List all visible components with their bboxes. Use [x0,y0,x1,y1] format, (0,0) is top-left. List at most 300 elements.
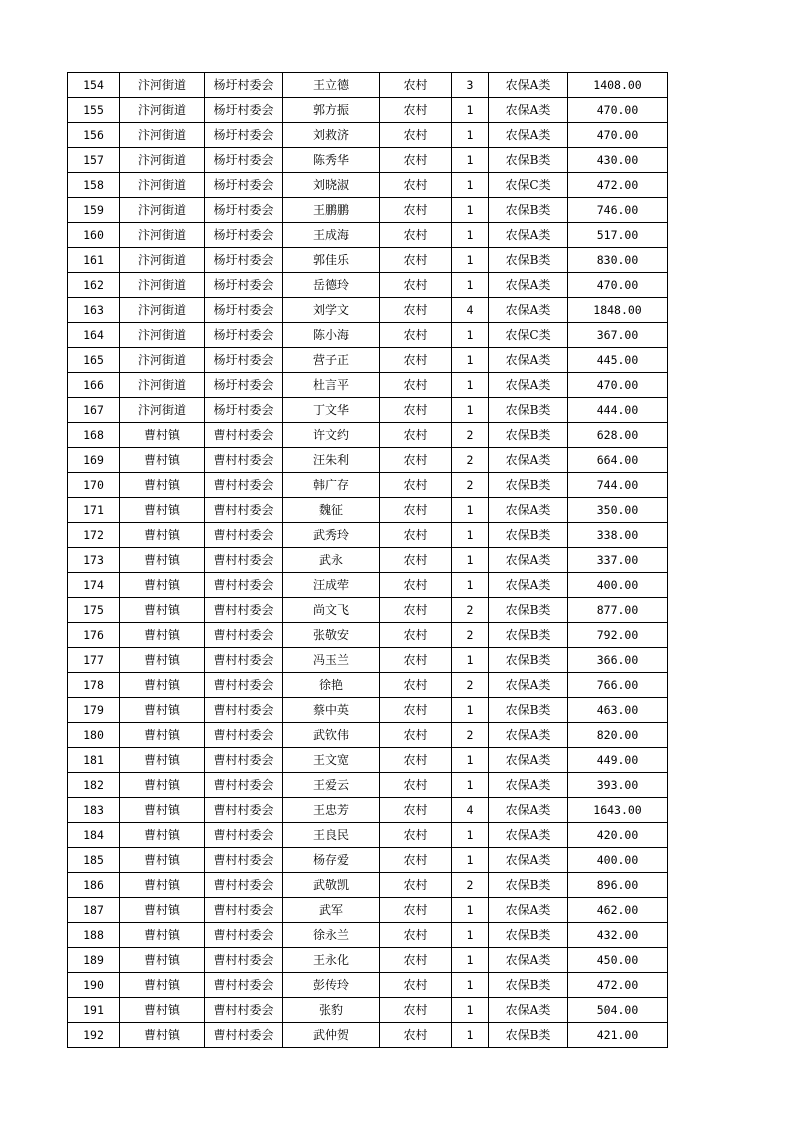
row-index: 176 [68,623,120,648]
count-cell: 2 [452,723,489,748]
count-cell: 1 [452,498,489,523]
name-cell: 尚文飞 [283,598,380,623]
street-cell: 曹村镇 [120,748,205,773]
amount-cell: 462.00 [568,898,668,923]
name-cell: 岳德玲 [283,273,380,298]
type-cell: 农村 [380,798,452,823]
amount-cell: 350.00 [568,498,668,523]
category-cell: 农保B类 [489,523,568,548]
type-cell: 农村 [380,298,452,323]
type-cell: 农村 [380,473,452,498]
street-cell: 汴河街道 [120,123,205,148]
category-cell: 农保A类 [489,823,568,848]
category-cell: 农保A类 [489,898,568,923]
count-cell: 2 [452,473,489,498]
name-cell: 杜言平 [283,373,380,398]
name-cell: 营子正 [283,348,380,373]
amount-cell: 766.00 [568,673,668,698]
count-cell: 2 [452,598,489,623]
category-cell: 农保A类 [489,723,568,748]
table-row [68,723,668,748]
category-cell: 农保B类 [489,873,568,898]
name-cell: 刘学文 [283,298,380,323]
amount-cell: 430.00 [568,148,668,173]
street-cell: 汴河街道 [120,248,205,273]
street-cell: 曹村镇 [120,648,205,673]
row-index: 164 [68,323,120,348]
amount-cell: 820.00 [568,723,668,748]
village-cell: 曹村村委会 [205,723,283,748]
name-cell: 武钦伟 [283,723,380,748]
count-cell: 1 [452,273,489,298]
type-cell: 农村 [380,123,452,148]
street-cell: 曹村镇 [120,698,205,723]
table-row [68,398,668,423]
table-row [68,848,668,873]
type-cell: 农村 [380,173,452,198]
row-index: 186 [68,873,120,898]
street-cell: 曹村镇 [120,773,205,798]
street-cell: 曹村镇 [120,873,205,898]
category-cell: 农保A类 [489,273,568,298]
name-cell: 张敬安 [283,623,380,648]
street-cell: 汴河街道 [120,148,205,173]
count-cell: 1 [452,773,489,798]
amount-cell: 472.00 [568,173,668,198]
name-cell: 王成海 [283,223,380,248]
street-cell: 曹村镇 [120,898,205,923]
street-cell: 曹村镇 [120,1023,205,1048]
table-row [68,948,668,973]
name-cell: 王爱云 [283,773,380,798]
name-cell: 韩广存 [283,473,380,498]
type-cell: 农村 [380,598,452,623]
category-cell: 农保A类 [489,73,568,98]
count-cell: 1 [452,348,489,373]
category-cell: 农保A类 [489,298,568,323]
table-row [68,898,668,923]
category-cell: 农保A类 [489,748,568,773]
street-cell: 汴河街道 [120,298,205,323]
count-cell: 1 [452,248,489,273]
count-cell: 2 [452,623,489,648]
category-cell: 农保A类 [489,98,568,123]
village-cell: 曹村村委会 [205,998,283,1023]
category-cell: 农保A类 [489,548,568,573]
name-cell: 武永 [283,548,380,573]
row-index: 158 [68,173,120,198]
type-cell: 农村 [380,673,452,698]
amount-cell: 420.00 [568,823,668,848]
name-cell: 武军 [283,898,380,923]
data-table [67,72,668,1048]
amount-cell: 445.00 [568,348,668,373]
type-cell: 农村 [380,648,452,673]
table-row [68,473,668,498]
row-index: 181 [68,748,120,773]
table-row [68,548,668,573]
category-cell: 农保C类 [489,323,568,348]
village-cell: 曹村村委会 [205,873,283,898]
village-cell: 杨圩村委会 [205,173,283,198]
amount-cell: 830.00 [568,248,668,273]
row-index: 178 [68,673,120,698]
category-cell: 农保A类 [489,223,568,248]
count-cell: 1 [452,198,489,223]
amount-cell: 470.00 [568,123,668,148]
name-cell: 冯玉兰 [283,648,380,673]
type-cell: 农村 [380,898,452,923]
amount-cell: 444.00 [568,398,668,423]
row-index: 159 [68,198,120,223]
count-cell: 1 [452,1023,489,1048]
count-cell: 1 [452,948,489,973]
type-cell: 农村 [380,748,452,773]
category-cell: 农保B类 [489,198,568,223]
name-cell: 刘救济 [283,123,380,148]
name-cell: 王鹏鹏 [283,198,380,223]
table-row [68,673,668,698]
name-cell: 郭佳乐 [283,248,380,273]
name-cell: 武秀玲 [283,523,380,548]
count-cell: 1 [452,648,489,673]
street-cell: 曹村镇 [120,548,205,573]
count-cell: 1 [452,223,489,248]
row-index: 173 [68,548,120,573]
count-cell: 2 [452,448,489,473]
table-row [68,798,668,823]
street-cell: 曹村镇 [120,473,205,498]
category-cell: 农保B类 [489,248,568,273]
category-cell: 农保B类 [489,398,568,423]
table-body [68,73,668,1048]
count-cell: 1 [452,173,489,198]
type-cell: 农村 [380,873,452,898]
category-cell: 农保A类 [489,123,568,148]
name-cell: 王文宽 [283,748,380,773]
table-row [68,498,668,523]
village-cell: 杨圩村委会 [205,198,283,223]
category-cell: 农保A类 [489,798,568,823]
row-index: 167 [68,398,120,423]
street-cell: 曹村镇 [120,973,205,998]
category-cell: 农保A类 [489,948,568,973]
street-cell: 曹村镇 [120,448,205,473]
amount-cell: 450.00 [568,948,668,973]
amount-cell: 366.00 [568,648,668,673]
table-row [68,873,668,898]
row-index: 191 [68,998,120,1023]
village-cell: 杨圩村委会 [205,248,283,273]
type-cell: 农村 [380,923,452,948]
row-index: 169 [68,448,120,473]
amount-cell: 504.00 [568,998,668,1023]
table-row [68,823,668,848]
street-cell: 曹村镇 [120,623,205,648]
name-cell: 汪朱利 [283,448,380,473]
village-cell: 曹村村委会 [205,448,283,473]
street-cell: 汴河街道 [120,373,205,398]
table-row [68,523,668,548]
type-cell: 农村 [380,398,452,423]
village-cell: 杨圩村委会 [205,298,283,323]
count-cell: 4 [452,298,489,323]
row-index: 161 [68,248,120,273]
street-cell: 曹村镇 [120,673,205,698]
street-cell: 汴河街道 [120,273,205,298]
name-cell: 武仲贺 [283,1023,380,1048]
count-cell: 1 [452,323,489,348]
table-row [68,698,668,723]
category-cell: 农保B类 [489,473,568,498]
village-cell: 杨圩村委会 [205,98,283,123]
table-row [68,298,668,323]
type-cell: 农村 [380,323,452,348]
name-cell: 汪成荦 [283,573,380,598]
table-row [68,173,668,198]
village-cell: 杨圩村委会 [205,398,283,423]
count-cell: 1 [452,573,489,598]
village-cell: 杨圩村委会 [205,223,283,248]
category-cell: 农保A类 [489,573,568,598]
row-index: 192 [68,1023,120,1048]
name-cell: 郭方振 [283,98,380,123]
amount-cell: 393.00 [568,773,668,798]
amount-cell: 896.00 [568,873,668,898]
amount-cell: 470.00 [568,273,668,298]
category-cell: 农保B类 [489,598,568,623]
row-index: 154 [68,73,120,98]
category-cell: 农保A类 [489,773,568,798]
category-cell: 农保B类 [489,698,568,723]
name-cell: 魏征 [283,498,380,523]
table-row [68,348,668,373]
count-cell: 1 [452,523,489,548]
row-index: 189 [68,948,120,973]
amount-cell: 463.00 [568,698,668,723]
count-cell: 1 [452,398,489,423]
row-index: 177 [68,648,120,673]
row-index: 179 [68,698,120,723]
table-row [68,148,668,173]
row-index: 168 [68,423,120,448]
name-cell: 丁文华 [283,398,380,423]
table-row [68,323,668,348]
village-cell: 杨圩村委会 [205,273,283,298]
row-index: 187 [68,898,120,923]
village-cell: 曹村村委会 [205,548,283,573]
row-index: 183 [68,798,120,823]
type-cell: 农村 [380,73,452,98]
village-cell: 曹村村委会 [205,623,283,648]
table-row [68,623,668,648]
count-cell: 1 [452,98,489,123]
category-cell: 农保A类 [489,448,568,473]
type-cell: 农村 [380,223,452,248]
street-cell: 汴河街道 [120,198,205,223]
village-cell: 杨圩村委会 [205,73,283,98]
count-cell: 2 [452,873,489,898]
village-cell: 杨圩村委会 [205,123,283,148]
name-cell: 王忠芳 [283,798,380,823]
village-cell: 曹村村委会 [205,423,283,448]
village-cell: 曹村村委会 [205,523,283,548]
type-cell: 农村 [380,573,452,598]
type-cell: 农村 [380,848,452,873]
village-cell: 杨圩村委会 [205,323,283,348]
village-cell: 曹村村委会 [205,973,283,998]
village-cell: 曹村村委会 [205,848,283,873]
village-cell: 曹村村委会 [205,573,283,598]
village-cell: 曹村村委会 [205,673,283,698]
row-index: 174 [68,573,120,598]
name-cell: 蔡中英 [283,698,380,723]
village-cell: 曹村村委会 [205,798,283,823]
amount-cell: 1643.00 [568,798,668,823]
category-cell: 农保B类 [489,623,568,648]
table-row [68,748,668,773]
row-index: 166 [68,373,120,398]
amount-cell: 472.00 [568,973,668,998]
village-cell: 曹村村委会 [205,598,283,623]
category-cell: 农保C类 [489,173,568,198]
street-cell: 汴河街道 [120,173,205,198]
type-cell: 农村 [380,348,452,373]
amount-cell: 400.00 [568,573,668,598]
village-cell: 杨圩村委会 [205,148,283,173]
count-cell: 1 [452,698,489,723]
row-index: 188 [68,923,120,948]
type-cell: 农村 [380,548,452,573]
count-cell: 2 [452,423,489,448]
table-row [68,1023,668,1048]
name-cell: 徐永兰 [283,923,380,948]
type-cell: 农村 [380,273,452,298]
name-cell: 彭传玲 [283,973,380,998]
count-cell: 1 [452,823,489,848]
type-cell: 农村 [380,423,452,448]
row-index: 185 [68,848,120,873]
street-cell: 曹村镇 [120,573,205,598]
street-cell: 汴河街道 [120,98,205,123]
table-row [68,648,668,673]
village-cell: 曹村村委会 [205,648,283,673]
table-row [68,123,668,148]
table-row [68,998,668,1023]
name-cell: 杨存爱 [283,848,380,873]
street-cell: 曹村镇 [120,523,205,548]
row-index: 184 [68,823,120,848]
type-cell: 农村 [380,773,452,798]
table-row [68,598,668,623]
table-row [68,448,668,473]
village-cell: 曹村村委会 [205,948,283,973]
amount-cell: 517.00 [568,223,668,248]
street-cell: 汴河街道 [120,73,205,98]
category-cell: 农保A类 [489,348,568,373]
type-cell: 农村 [380,448,452,473]
village-cell: 曹村村委会 [205,898,283,923]
type-cell: 农村 [380,248,452,273]
count-cell: 3 [452,73,489,98]
name-cell: 王良民 [283,823,380,848]
village-cell: 曹村村委会 [205,823,283,848]
amount-cell: 746.00 [568,198,668,223]
street-cell: 曹村镇 [120,423,205,448]
name-cell: 陈小海 [283,323,380,348]
table-row [68,73,668,98]
type-cell: 农村 [380,698,452,723]
street-cell: 汴河街道 [120,323,205,348]
category-cell: 农保B类 [489,923,568,948]
street-cell: 曹村镇 [120,848,205,873]
amount-cell: 432.00 [568,923,668,948]
street-cell: 曹村镇 [120,948,205,973]
village-cell: 曹村村委会 [205,748,283,773]
type-cell: 农村 [380,148,452,173]
street-cell: 曹村镇 [120,798,205,823]
amount-cell: 628.00 [568,423,668,448]
village-cell: 曹村村委会 [205,698,283,723]
count-cell: 1 [452,923,489,948]
type-cell: 农村 [380,948,452,973]
row-index: 165 [68,348,120,373]
street-cell: 曹村镇 [120,823,205,848]
table-row [68,973,668,998]
count-cell: 4 [452,798,489,823]
table-row [68,423,668,448]
street-cell: 曹村镇 [120,598,205,623]
type-cell: 农村 [380,98,452,123]
amount-cell: 877.00 [568,598,668,623]
category-cell: 农保A类 [489,673,568,698]
name-cell: 陈秀华 [283,148,380,173]
row-index: 157 [68,148,120,173]
row-index: 182 [68,773,120,798]
category-cell: 农保A类 [489,498,568,523]
name-cell: 徐艳 [283,673,380,698]
table-row [68,773,668,798]
type-cell: 农村 [380,1023,452,1048]
category-cell: 农保A类 [489,848,568,873]
table-row [68,273,668,298]
table-row [68,573,668,598]
name-cell: 张豹 [283,998,380,1023]
amount-cell: 338.00 [568,523,668,548]
row-index: 180 [68,723,120,748]
street-cell: 曹村镇 [120,498,205,523]
name-cell: 王立德 [283,73,380,98]
village-cell: 杨圩村委会 [205,373,283,398]
name-cell: 武敬凯 [283,873,380,898]
count-cell: 1 [452,973,489,998]
count-cell: 1 [452,998,489,1023]
type-cell: 农村 [380,498,452,523]
row-index: 190 [68,973,120,998]
row-index: 172 [68,523,120,548]
street-cell: 曹村镇 [120,998,205,1023]
amount-cell: 664.00 [568,448,668,473]
row-index: 160 [68,223,120,248]
street-cell: 曹村镇 [120,923,205,948]
table-row [68,373,668,398]
amount-cell: 449.00 [568,748,668,773]
street-cell: 汴河街道 [120,348,205,373]
category-cell: 农保B类 [489,423,568,448]
category-cell: 农保B类 [489,973,568,998]
table-row [68,223,668,248]
count-cell: 2 [452,673,489,698]
